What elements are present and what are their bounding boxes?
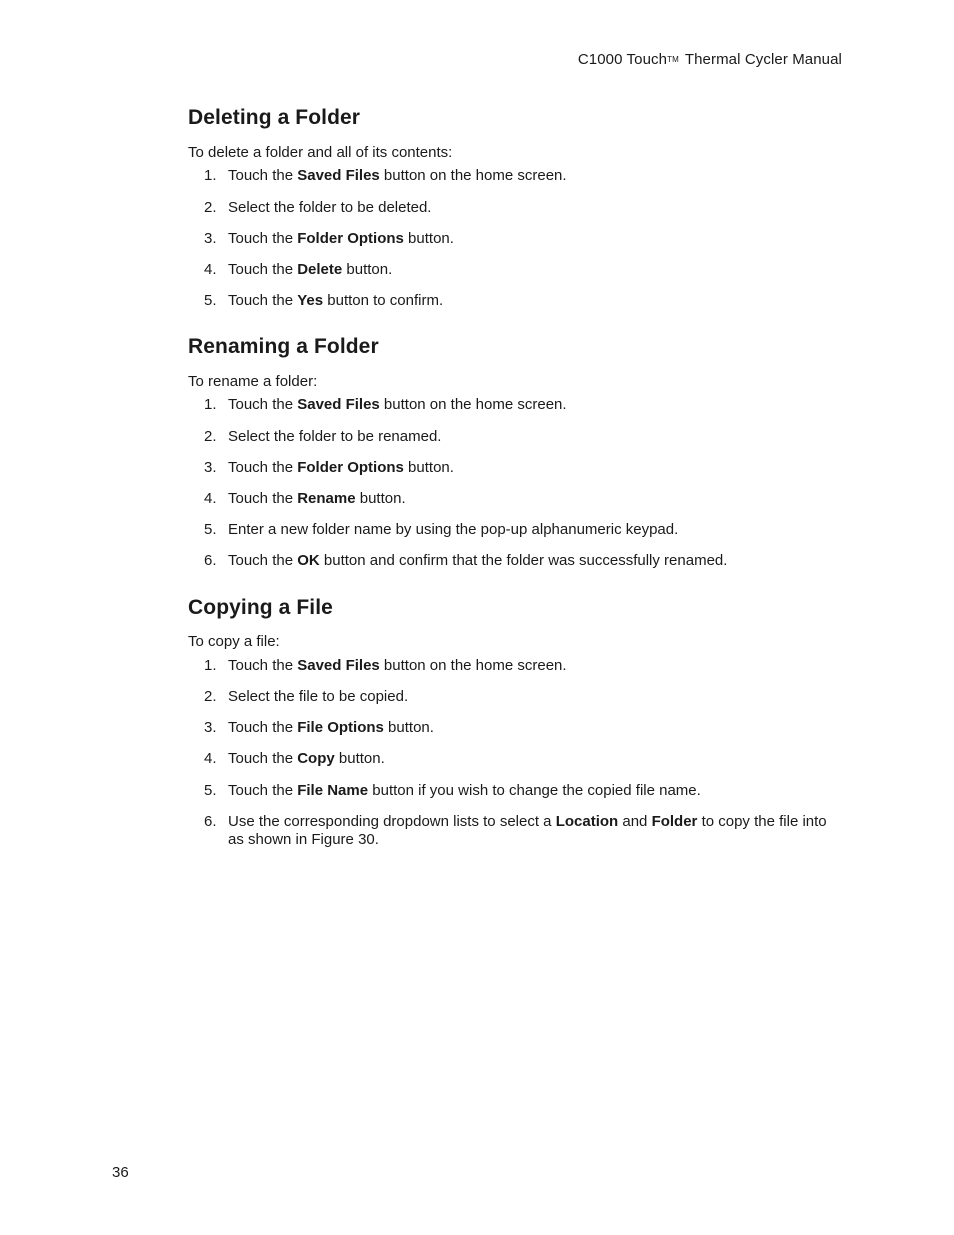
step-text: Touch the Saved Files button on the home screen.: [228, 657, 567, 674]
ui-term: Location: [555, 813, 619, 830]
trademark-mark: TM: [667, 55, 679, 64]
step-text: Touch the Copy button.: [228, 750, 385, 767]
ui-term: Folder Options: [297, 230, 404, 247]
step-text: Touch the OK button and confirm that the folder was successfully renamed.: [228, 552, 728, 569]
step-number: 3.: [204, 719, 217, 736]
ui-term: Saved Files: [297, 657, 380, 674]
step-text: Touch the Saved Files button on the home screen.: [228, 167, 567, 184]
step-number: 5.: [204, 292, 217, 309]
step-text: Touch the File Name button if you wish to change the copied file name.: [228, 782, 701, 799]
header-title-post: Thermal Cycler Manual: [680, 51, 842, 68]
step-text: Touch the File Options button.: [228, 719, 434, 736]
section-intro-copying-file: To copy a file:: [188, 633, 280, 650]
ui-term: Rename: [297, 490, 356, 507]
step-text: Select the folder to be renamed.: [228, 428, 442, 445]
step-text: Select the folder to be deleted.: [228, 199, 432, 216]
ui-term: Saved Files: [297, 396, 380, 413]
step-number: 3.: [204, 230, 217, 247]
step-number: 4.: [204, 750, 217, 767]
ui-term: Yes: [297, 292, 324, 309]
ui-term: Folder Options: [297, 459, 404, 476]
ui-term: Delete: [297, 261, 343, 278]
section-heading-renaming-folder: Renaming a Folder: [188, 335, 379, 358]
ui-term: File Options: [297, 719, 384, 736]
step-text: Touch the Rename button.: [228, 490, 406, 507]
step-number: 3.: [204, 459, 217, 476]
step-number: 4.: [204, 261, 217, 278]
ui-term: Saved Files: [297, 167, 380, 184]
step-number: 2.: [204, 199, 217, 216]
section-intro-renaming-folder: To rename a folder:: [188, 373, 318, 390]
ui-term: Copy: [297, 750, 335, 767]
step-text: Use the corresponding dropdown lists to select a Location and Folder to copy the file into as shown in Figure 30.: [228, 813, 827, 848]
ui-term: Folder: [651, 813, 698, 830]
step-text: Touch the Delete button.: [228, 261, 393, 278]
step-text: Touch the Saved Files button on the home screen.: [228, 396, 567, 413]
step-number: 4.: [204, 490, 217, 507]
step-text: Touch the Yes button to confirm.: [228, 292, 444, 309]
step-number: 1.: [204, 657, 217, 674]
step-text: Enter a new folder name by using the pop-up alphanumeric keypad.: [228, 521, 679, 538]
step-number: 5.: [204, 782, 217, 799]
section-heading-copying-file: Copying a File: [188, 596, 333, 619]
step-number: 5.: [204, 521, 217, 538]
step-number: 1.: [204, 167, 217, 184]
step-number: 2.: [204, 688, 217, 705]
page-number: 36: [112, 1164, 129, 1181]
step-text: Touch the Folder Options button.: [228, 230, 454, 247]
step-number: 6.: [204, 552, 217, 569]
section-heading-deleting-folder: Deleting a Folder: [188, 106, 361, 129]
header-title-pre: C1000 Touch: [577, 51, 668, 68]
step-number: 2.: [204, 428, 217, 445]
step-text: Select the file to be copied.: [228, 688, 409, 705]
running-header: [578, 51, 842, 68]
section-intro-deleting-folder: To delete a folder and all of its contents:: [188, 144, 453, 161]
ui-term: File Name: [297, 782, 369, 799]
step-number: 1.: [204, 396, 217, 413]
ui-term: OK: [297, 552, 320, 569]
step-number: 6.: [204, 813, 217, 830]
step-text: Touch the Folder Options button.: [228, 459, 454, 476]
